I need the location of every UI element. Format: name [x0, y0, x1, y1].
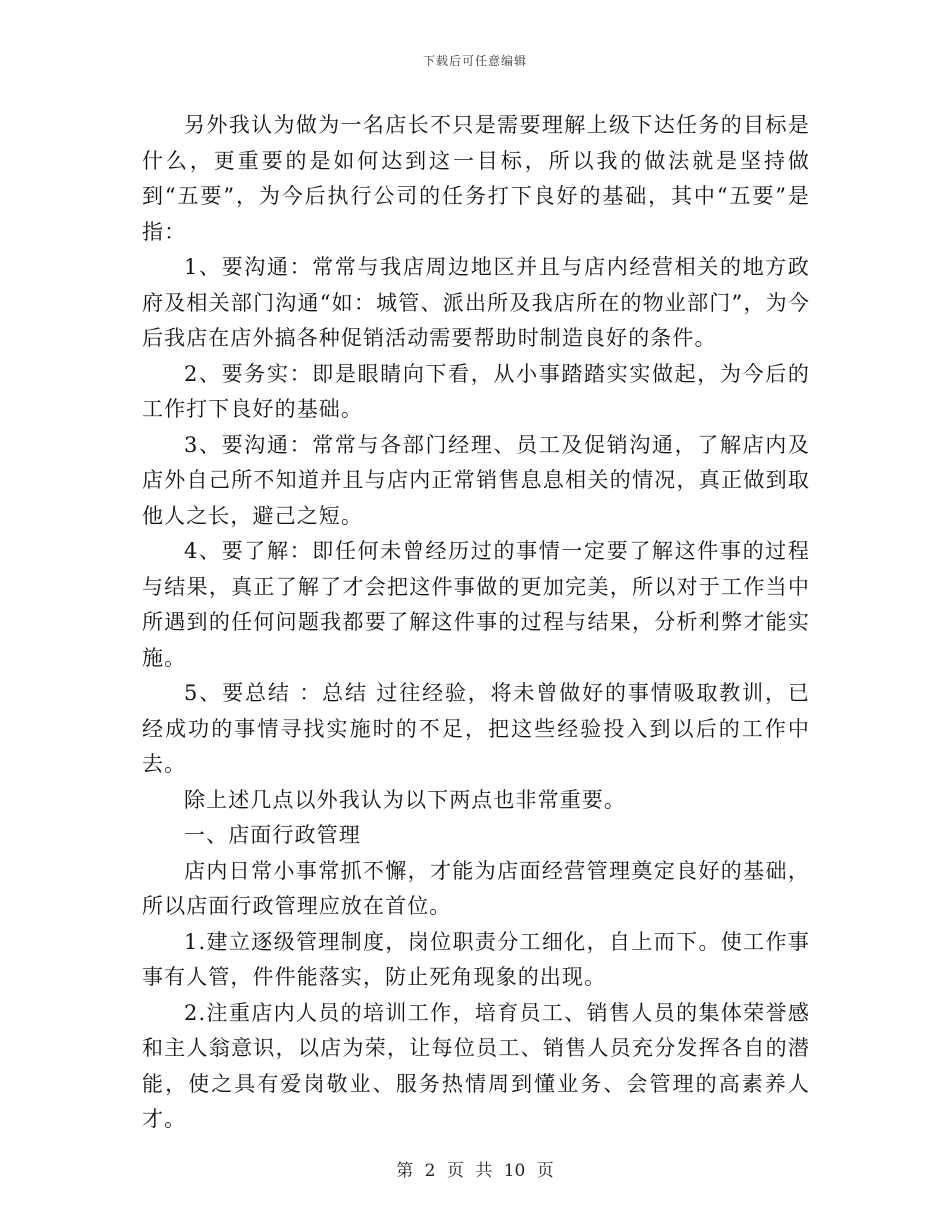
paragraph-item-3: 3、要沟通：常常与各部门经理、员工及促销沟通，了解店内及店外自己所不知道并且与店内正常销售息息相关的情况，真正做到取他人之长，避己之短。 — [142, 432, 810, 528]
paragraph-section-intro: 店内日常小事常抓不懈，才能为店面经营管理奠定良好的基础，所以店面行政管理应放在首位。 — [142, 858, 810, 918]
paragraph-transition: 除上述几点以外我认为以下两点也非常重要。 — [184, 787, 626, 812]
page-number: 第 2 页 共 10 页 — [396, 1161, 554, 1181]
section-heading: 一、店面行政管理 — [184, 823, 361, 847]
paragraph-item-4: 4、要了解：即任何未曾经历过的事情一定要了解这件事的过程与结果，真正了解了才会把这件事做的更加完美，所以对于工作当中所遇到的任何问题我都要了解这件事的过程与结果，分析利弊才能实施。 — [142, 539, 810, 670]
paragraph-item-5: 5、要总结 ：总结 过往经验，将未曾做好的事情吸取教训，已经成功的事情寻找实施时的不足，把这些经验投入到以后的工作中去。 — [142, 681, 810, 776]
paragraph-item-1: 1、要沟通：常常与我店周边地区并且与店内经营相关的地方政府及相关部门沟通“如：城管、派出所及我店所在的物业部门”，为今后我店在店外搞各种促销活动需要帮助时制造良好的条件。 — [142, 255, 810, 350]
paragraph-point-1: 1.建立逐级管理制度，岗位职责分工细化，自上而下。使工作事事有人管，件件能落实，防止死角现象的出现。 — [142, 929, 810, 989]
paragraph-item-2: 2、要务实：即是眼睛向下看，从小事踏踏实实做起，为今后的工作打下良好的基础。 — [142, 361, 810, 421]
document-body — [142, 108, 810, 1138]
paragraph-point-2: 2.注重店内人员的培训工作，培育员工、销售人员的集体荣誉感和主人翁意识，以店为荣，让每位员工、销售人员充分发挥各自的潜能，使之具有爱岗敬业、服务热情周到懂业务、会管理的高素养人才。 — [142, 1000, 810, 1131]
paragraph-intro: 另外我认为做为一名店长不只是需要理解上级下达任务的目标是什么，更重要的是如何达到这一目标，所以我的做法就是坚持做到“五要”，为今后执行公司的任务打下良好的基础，其中“五要”是指： — [142, 113, 810, 244]
page-header: 下载后可任意编辑 — [422, 54, 527, 68]
